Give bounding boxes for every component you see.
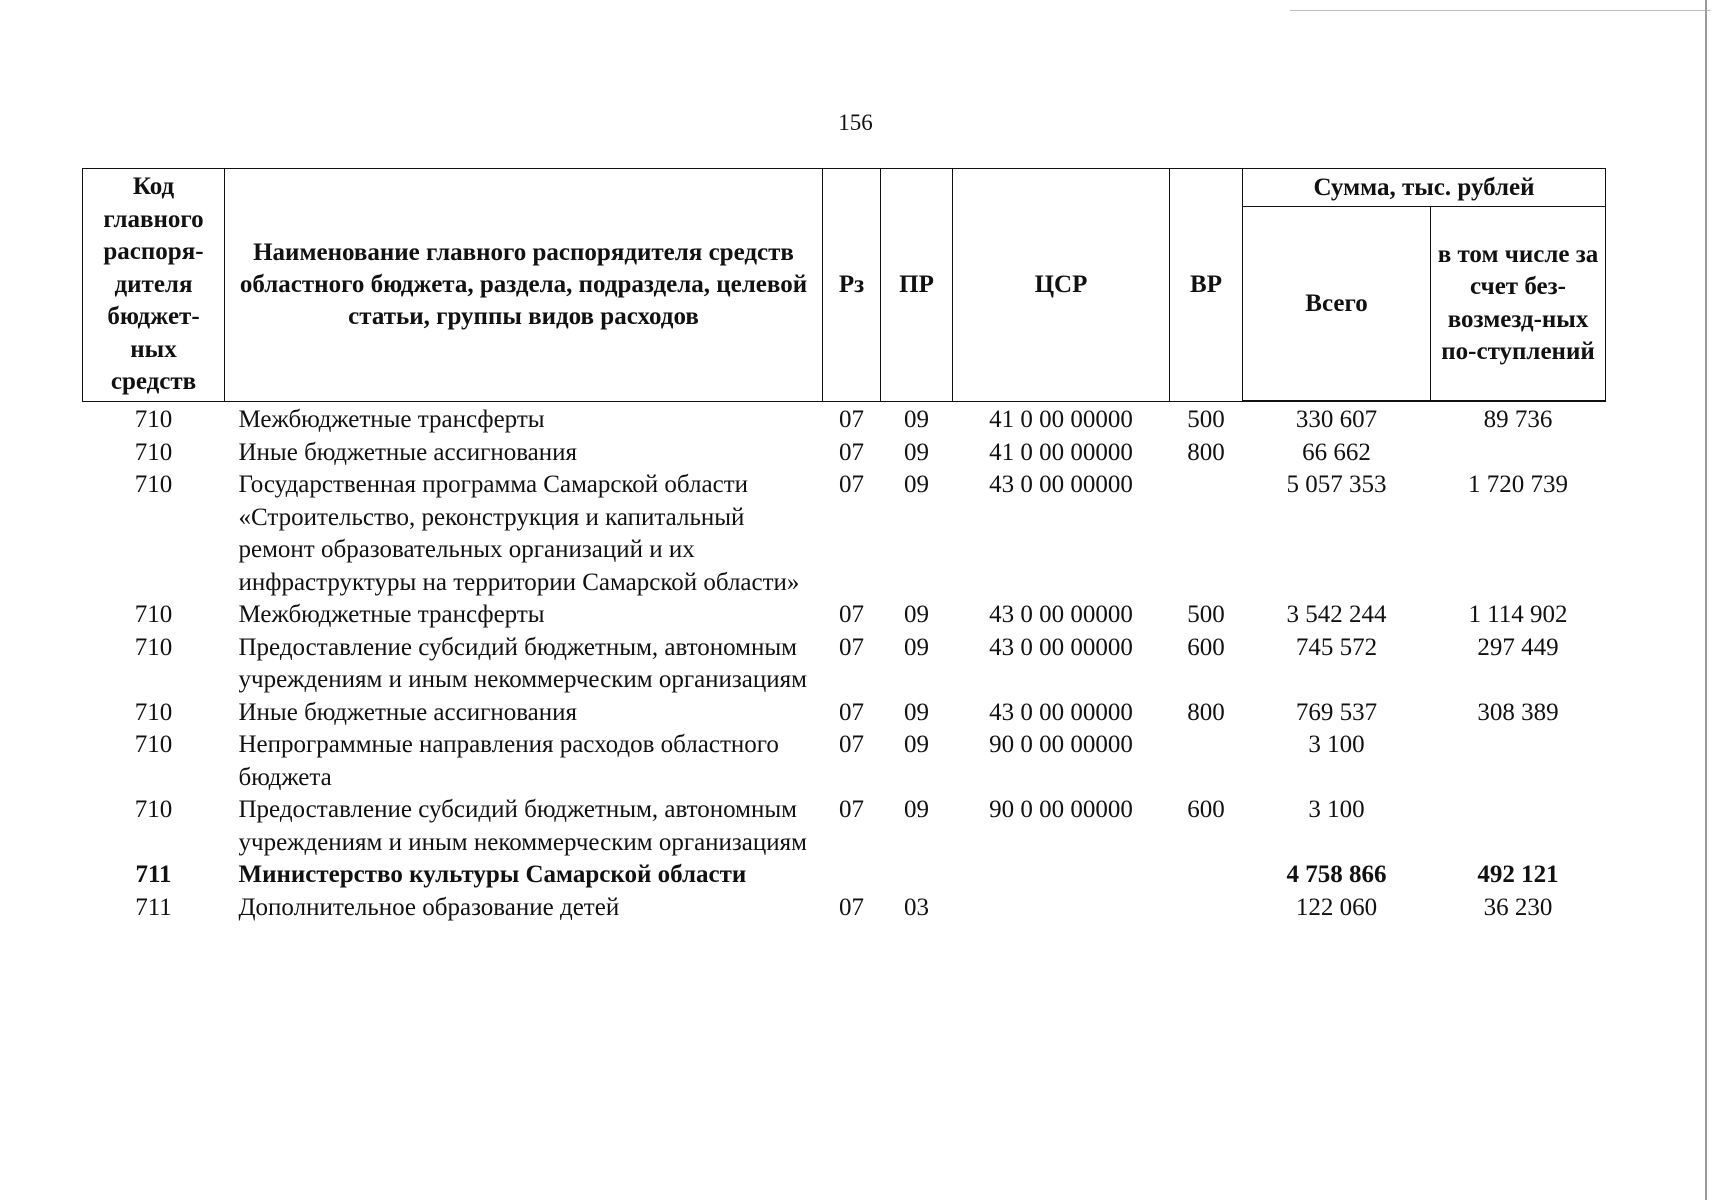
cell-rz: 07 xyxy=(839,893,864,921)
cell-code: 710 xyxy=(134,471,173,498)
cell-vr: 600 xyxy=(1187,796,1225,823)
cell-csr: 43 0 00 00000 xyxy=(989,633,1133,661)
header-free: в том числе за счет без-возмезд-ных по-ступлений xyxy=(1431,207,1606,402)
page-number: 156 xyxy=(838,110,873,135)
cell-vr: 600 xyxy=(1187,633,1225,661)
cell-free: 89 736 xyxy=(1483,406,1553,433)
cell-pr: 09 xyxy=(904,438,929,466)
cell-total: 3 542 244 xyxy=(1286,601,1387,628)
cell-total: 769 537 xyxy=(1295,698,1378,726)
cell-code: 710 xyxy=(134,601,173,628)
table-row xyxy=(83,401,1606,437)
cell-code: 711 xyxy=(135,893,172,921)
cell-vr: 800 xyxy=(1187,438,1225,466)
cell-free: 36 230 xyxy=(1483,893,1553,921)
cell-name: Непрограммные направления расходов областного бюджета xyxy=(238,731,779,791)
cell-free xyxy=(1431,437,1606,470)
table-body xyxy=(83,401,1606,924)
cell-pr: 09 xyxy=(904,731,929,758)
cell-name: Межбюджетные трансферты xyxy=(238,405,545,433)
cell-rz xyxy=(823,859,881,892)
cell-rz: 07 xyxy=(839,471,864,498)
cell-free: 308 389 xyxy=(1477,698,1559,726)
cell-code: 710 xyxy=(134,438,173,466)
header-name: Наименование главного распорядителя средств областного бюджета, раздела, подраздела, целевой статьи, группы видов расходов xyxy=(225,169,823,402)
table-header xyxy=(83,169,1606,402)
cell-vr xyxy=(1170,469,1243,599)
table-row xyxy=(83,469,1606,599)
cell-total: 330 607 xyxy=(1295,406,1378,433)
cell-total: 5 057 353 xyxy=(1286,471,1387,498)
cell-name: Предоставление субсидий бюджетным, автономным учреждениям и иным некоммерческим организациям xyxy=(238,633,807,693)
cell-name: Министерство культуры Самарской области xyxy=(238,861,747,888)
cell-vr xyxy=(1170,859,1243,892)
cell-name: Государственная программа Самарской области «Строительство, реконструкция и капитальный ремонт образовательных организаций и их инфраструктуры на территории Самарской области» xyxy=(238,471,800,596)
cell-total: 66 662 xyxy=(1302,438,1371,466)
cell-pr: 09 xyxy=(904,633,929,661)
header-pr: ПР xyxy=(881,169,953,402)
cell-name: Предоставление субсидий бюджетным, автономным учреждениям и иным некоммерческим организациям xyxy=(238,796,807,856)
cell-free xyxy=(1431,794,1606,859)
cell-name: Межбюджетные трансферты xyxy=(238,601,545,628)
cell-pr: 09 xyxy=(904,698,929,726)
header-vr: ВР xyxy=(1170,169,1243,402)
table-row xyxy=(83,632,1606,697)
cell-free: 1 720 739 xyxy=(1468,471,1568,498)
cell-pr: 09 xyxy=(904,405,929,433)
cell-pr: 09 xyxy=(904,796,929,823)
cell-rz: 07 xyxy=(839,796,864,823)
cell-csr: 41 0 00 00000 xyxy=(989,405,1133,433)
cell-csr: 90 0 00 00000 xyxy=(989,731,1133,758)
cell-csr: 41 0 00 00000 xyxy=(989,438,1133,466)
cell-total: 122 060 xyxy=(1295,893,1378,921)
cell-name: Иные бюджетные ассигнования xyxy=(238,698,578,726)
header-rz: Рз xyxy=(823,169,881,402)
cell-free: 1 114 902 xyxy=(1468,601,1568,628)
cell-csr: 43 0 00 00000 xyxy=(989,471,1133,498)
table-row xyxy=(83,437,1606,470)
cell-free: 492 121 xyxy=(1477,861,1559,888)
cell-csr xyxy=(953,892,1170,925)
header-sum: Сумма, тыс. рублей xyxy=(1243,169,1606,207)
cell-total: 3 100 xyxy=(1308,796,1365,823)
cell-free: 297 449 xyxy=(1477,633,1559,661)
cell-code: 710 xyxy=(134,698,173,726)
cell-vr: 800 xyxy=(1187,698,1225,726)
cell-rz: 07 xyxy=(839,438,864,466)
cell-csr: 43 0 00 00000 xyxy=(989,601,1133,628)
cell-csr: 43 0 00 00000 xyxy=(989,698,1133,726)
header-code: Код главного распоря-дителя бюджет-ных средств xyxy=(83,169,225,402)
cell-csr: 90 0 00 00000 xyxy=(989,796,1133,823)
cell-vr: 500 xyxy=(1187,405,1225,433)
cell-rz: 07 xyxy=(839,698,864,726)
table-row xyxy=(83,892,1606,925)
cell-code: 710 xyxy=(134,796,173,823)
header-csr: ЦСР xyxy=(953,169,1170,402)
cell-pr: 09 xyxy=(904,601,929,628)
cell-csr xyxy=(953,859,1170,892)
table-row xyxy=(83,729,1606,794)
cell-name: Дополнительное образование детей xyxy=(238,893,620,921)
cell-code: 710 xyxy=(134,405,173,433)
cell-rz: 07 xyxy=(839,405,864,433)
table-row xyxy=(83,794,1606,859)
table-row xyxy=(83,697,1606,730)
table-row xyxy=(83,859,1606,892)
cell-rz: 07 xyxy=(839,633,864,661)
cell-free xyxy=(1431,729,1606,794)
scan-edge-right xyxy=(1705,0,1707,1200)
scan-edge-top xyxy=(1290,10,1711,11)
cell-total: 4 758 866 xyxy=(1286,861,1387,888)
cell-code: 711 xyxy=(135,861,172,888)
budget-table xyxy=(82,168,1606,924)
table-row xyxy=(83,599,1606,632)
cell-code: 710 xyxy=(134,633,173,661)
cell-pr: 03 xyxy=(904,893,929,921)
cell-rz: 07 xyxy=(839,601,864,628)
cell-total: 3 100 xyxy=(1308,731,1365,758)
cell-pr: 09 xyxy=(904,471,929,498)
cell-vr: 500 xyxy=(1187,601,1225,628)
cell-vr xyxy=(1170,892,1243,925)
header-total: Всего xyxy=(1243,207,1431,402)
cell-vr xyxy=(1170,729,1243,794)
cell-name: Иные бюджетные ассигнования xyxy=(238,438,578,466)
cell-rz: 07 xyxy=(839,731,864,758)
cell-pr xyxy=(881,859,953,892)
cell-total: 745 572 xyxy=(1295,633,1378,661)
cell-code: 710 xyxy=(134,731,173,758)
